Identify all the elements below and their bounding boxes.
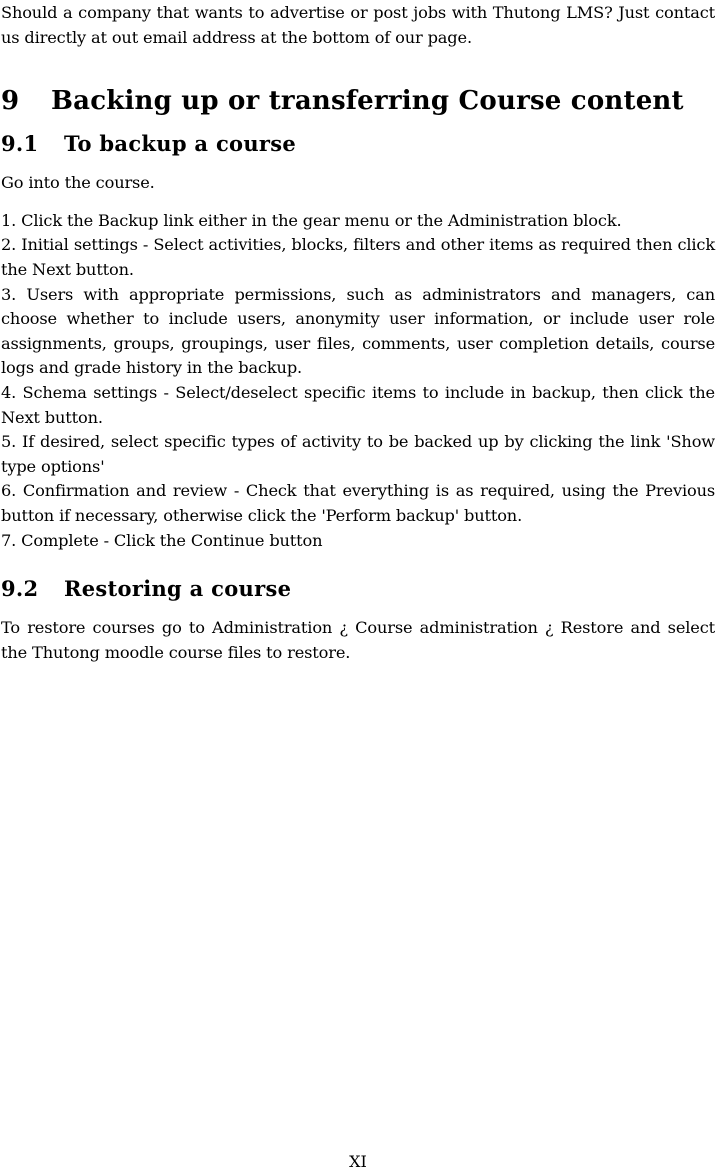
section-9-heading: [1, 83, 715, 119]
section-9-2-title: Restoring a course: [64, 576, 292, 602]
backup-step: 7. Complete - Click the Continue button: [1, 530, 323, 550]
section-9-1-title: To backup a course: [64, 131, 297, 157]
section-9-number: 9: [1, 86, 20, 117]
backup-step: 3. Users with appropriate permissions, such as administrators and managers, can choose whether to include users, anonymity user information, or include user role assignments, groups, groupings, user files, comments, user completion details, course logs and grade history in the backup.: [1, 284, 715, 378]
section-9-1-heading: [1, 129, 715, 159]
intro-paragraph: Should a company that wants to advertise or post jobs with Thutong LMS? Just contact us directly at out email address at the bottom of our page.: [1, 3, 715, 47]
backup-steps-list: [1, 209, 715, 553]
section-9-title: Backing up or transferring Course content: [51, 86, 684, 117]
backup-step: 4. Schema settings - Select/deselect specific items to include in backup, then click the Next button.: [1, 382, 715, 427]
backup-step: 5. If desired, select specific types of activity to be backed up by clicking the link 'Show type options': [1, 432, 715, 476]
section-9-2-body: To restore courses go to Administration ¿ Course administration ¿ Restore and select the Thutong moodle course files to restore.: [1, 618, 715, 662]
section-9-1-lead: Go into the course.: [1, 173, 155, 193]
page-number: XI: [349, 1152, 367, 1171]
section-9-2-heading: [1, 574, 715, 604]
section-9-1-number: 9.1: [1, 131, 39, 157]
section-9-2-number: 9.2: [1, 576, 39, 602]
page-content: [1, 1, 715, 665]
backup-step: 6. Confirmation and review - Check that everything is as required, using the Previous button if necessary, otherwise click the 'Perform backup' button.: [1, 481, 715, 525]
backup-step: 2. Initial settings - Select activities, blocks, filters and other items as required then click the Next button.: [1, 235, 715, 279]
backup-step: 1. Click the Backup link either in the gear menu or the Administration block.: [1, 210, 622, 230]
